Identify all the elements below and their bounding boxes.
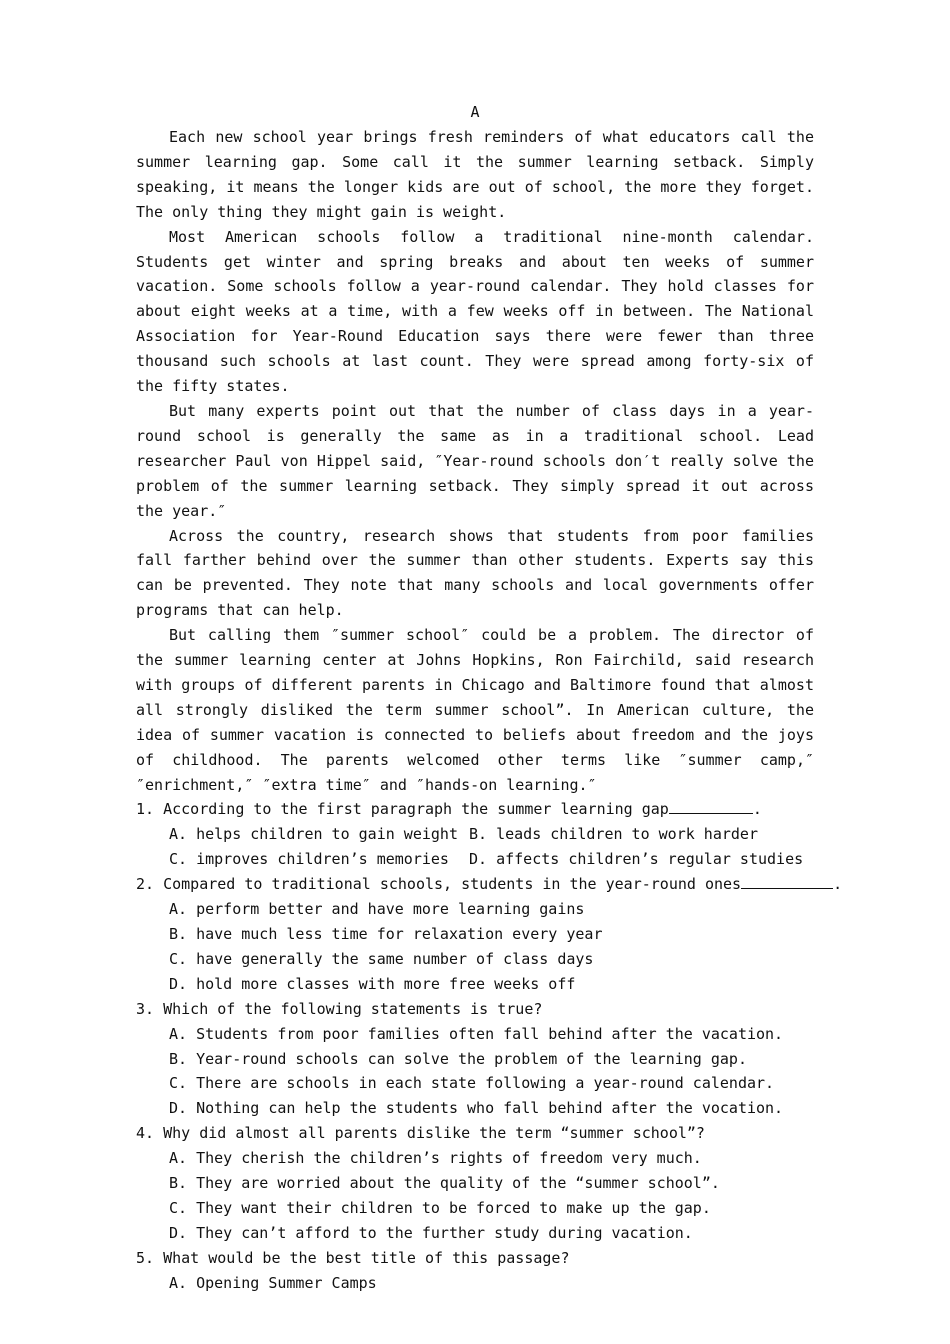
question-4-option-d: D. They can’t afford to the further study during vacation. <box>169 1223 693 1242</box>
question-4-option-c: C. They want their children to be forced to make up the gap. <box>169 1198 711 1217</box>
question-1-option-c: C. improves children’s memories <box>169 850 449 869</box>
question-3-option-a: A. Students from poor families often fall behind after the vacation. <box>169 1024 784 1043</box>
question-1-option-b: B. leads children to work harder <box>469 825 758 844</box>
question-2-option-d: D. hold more classes with more free weeks off <box>169 974 576 993</box>
question-4-stem: 4. Why did almost all parents dislike the term “summer school”? <box>136 1124 705 1143</box>
question-2-stem: 2. Compared to traditional schools, students in the year-round ones <box>136 875 742 894</box>
question-3-option-d: D. Nothing can help the students who fall behind after the vocation. <box>169 1099 784 1118</box>
question-2-option-b: B. have much less time for relaxation every year <box>169 925 603 943</box>
question-1-options-row-2 <box>136 847 814 872</box>
question-4-option-a: A. They cherish the children’s rights of freedom very much. <box>169 1149 702 1168</box>
answer-blank-2 <box>741 872 833 889</box>
question-5-option-a: A. Opening Summer Camps <box>169 1273 377 1292</box>
answer-blank-1 <box>669 797 753 814</box>
question-2-end: . <box>833 875 843 894</box>
passage-paragraph-3: But many experts point out that the number of class days in a year-round school is generally the same as in a traditional school. Lead researcher Paul von Hippel said, ″Year-round schools don′t really solve the problem of the summer learning setback. They simply spread it out across the year.″ <box>136 401 814 520</box>
question-2-option-c: C. have generally the same number of class days <box>169 949 594 968</box>
question-1-options-row-1 <box>136 822 814 847</box>
passage-paragraph-4: Across the country, research shows that students from poor families fall farther behind over the summer than other students. Experts say this can be prevented. They note that many schools and local governments offer programs that can help. <box>136 526 814 620</box>
document-page <box>136 100 843 1296</box>
question-1-option-a: A. helps children to gain weight <box>169 825 458 844</box>
question-2 <box>136 872 843 897</box>
question-3-stem: 3. Which of the following statements is true? <box>136 999 543 1018</box>
passage-paragraph-1: Each new school year brings fresh reminders of what educators call the summer learning gap. Some call it the summer learning setback. Simply speaking, it means the longer kids are out of school, the more they forget. The only thing they might gain is weight. <box>136 128 814 221</box>
question-1-option-d: D. affects children’s regular studies <box>469 850 804 869</box>
question-1-end: . <box>752 800 762 819</box>
question-2-option-a: A. perform better and have more learning gains <box>169 900 585 919</box>
question-4-option-b: B. They are worried about the quality of the “summer school”. <box>169 1174 720 1193</box>
passage-paragraph-5: But calling them ″summer school″ could be a problem. The director of the summer learning center at Johns Hopkins, Ron Fairchild, said research with groups of different parents in Chicago and Baltimore found that almost all strongly disliked the term summer school”. In American culture, the idea of summer vacation is connected to beliefs about freedom and the joys of childhood. The parents welcomed other terms like ″summer camp,″ ″enrichment,″ ″extra time″ and ″hands-on learning.″ <box>136 626 814 794</box>
question-3-option-c: C. There are schools in each state following a year-round calendar. <box>169 1074 775 1093</box>
question-5-stem: 5. What would be the best title of this passage? <box>136 1248 570 1267</box>
question-1-stem: 1. According to the first paragraph the summer learning gap <box>136 800 669 819</box>
question-3-option-b: B. Year-round schools can solve the problem of the learning gap. <box>169 1049 747 1068</box>
passage-label: A <box>470 103 480 121</box>
passage-paragraph-2: Most American schools follow a traditional nine-month calendar. Students get winter and spring breaks and about ten weeks of summer vacation. Some schools follow a year-round calendar. They hold classes for about eight weeks at a time, with a few weeks off in between. The National Association for Year-Round Education says there were fewer than three thousand such schools at last count. They were spread among forty-six of the fifty states. <box>136 227 814 396</box>
question-1 <box>136 797 814 822</box>
